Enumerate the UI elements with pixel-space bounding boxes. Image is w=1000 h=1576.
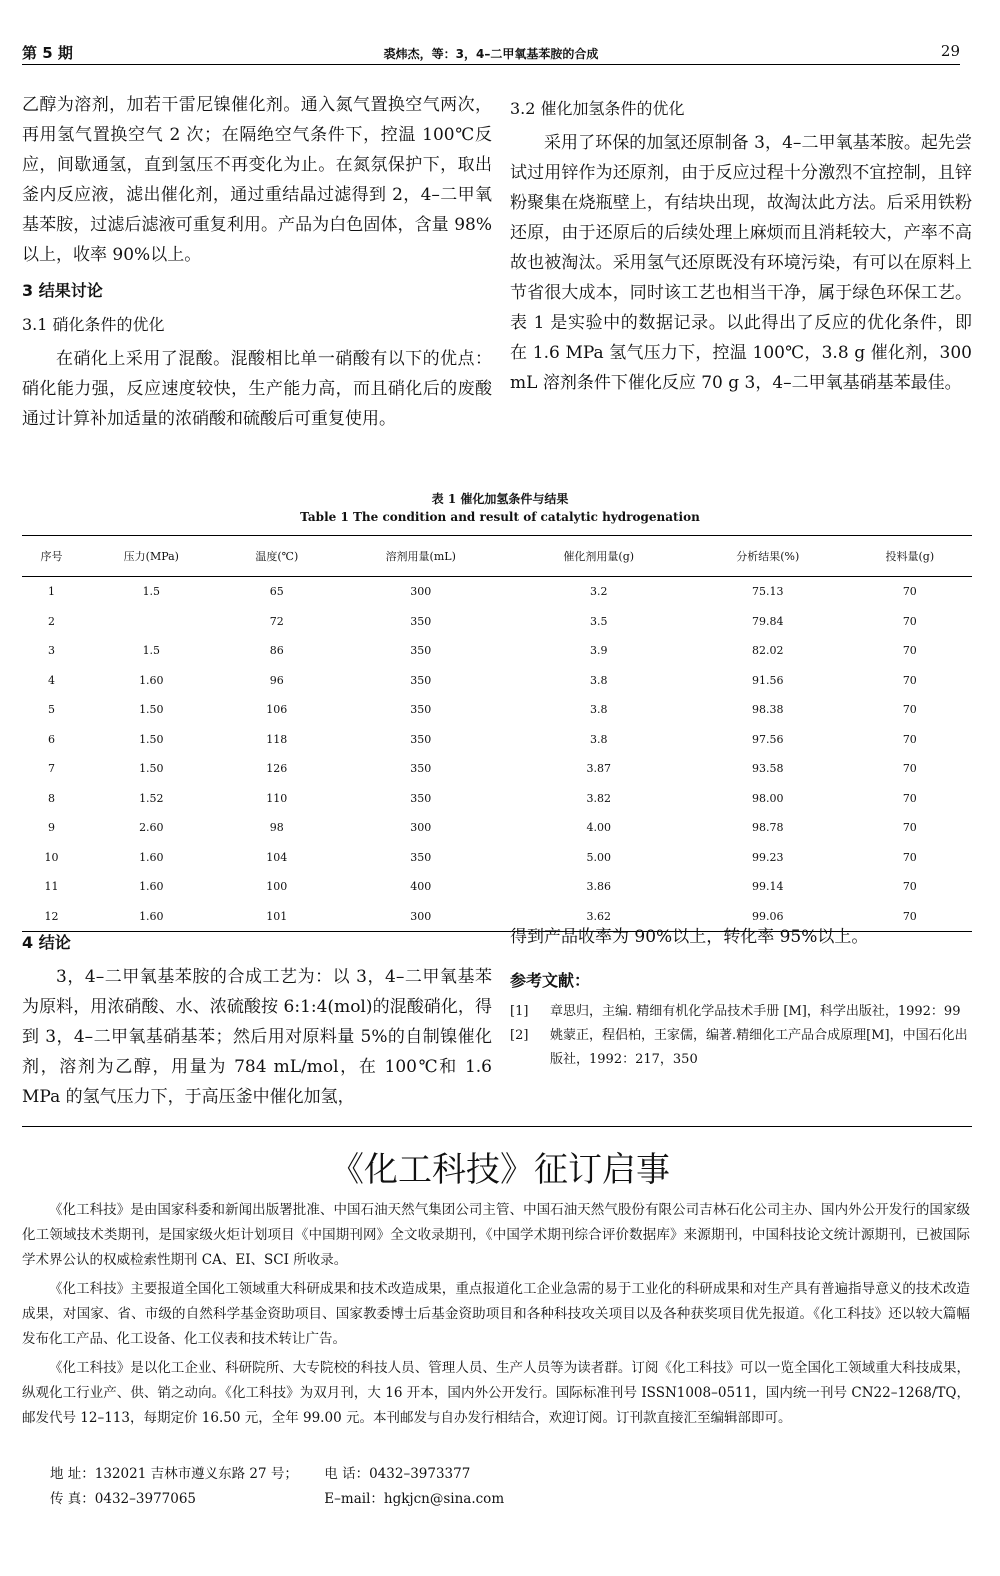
table-cell: 11 xyxy=(44,880,59,894)
table-cell: 118 xyxy=(266,732,288,746)
table-cell: 9 xyxy=(47,821,55,835)
paragraph-nitration: 在硝化上采用了混酸。混酸相比单一硝酸有以下的优点：硝化能力强，反应速度较快，生产能力高，而且硝化后的废酸通过计算补加适量的浓硝酸和硫酸后可重复使用。 xyxy=(22,349,492,429)
page-number: 29 xyxy=(940,42,960,60)
table-cell: 3.62 xyxy=(510,902,688,932)
table-cell: 1.5 xyxy=(142,585,161,599)
table-cell: 70 xyxy=(848,902,972,932)
table-caption-en: Table 1 The condition and result of catalytic hydrogenation xyxy=(300,510,700,524)
col-header: 催化剂用量(g) xyxy=(510,536,688,577)
running-header xyxy=(22,40,960,65)
col-header: 温度(℃) xyxy=(222,536,332,577)
table-cell: 65 xyxy=(269,585,284,599)
table-cell: 104 xyxy=(266,850,288,864)
table-cell: 100 xyxy=(266,880,288,894)
reference-number: [1] xyxy=(510,1004,529,1019)
paragraph-method-end: 乙醇为溶剂，加若干雷尼镍催化剂。通入氮气置换空气两次，再用氢气置换空气 2 次；在隔绝空气条件下，控温 100℃反应，间歇通氢，直到氢压不再变化为止。在氮氛保护下，取出釜内反应液，滤出催化剂，通过重结晶过滤得到 2，4–二甲氧基苯胺，过滤后滤液可重复利用。产品为白色固体，含量 98%以上，收率 90%以上。 xyxy=(22,95,492,265)
paragraph-conclusion: 3，4–二甲氧基苯胺的合成工艺为：以 3，4–二甲氧基苯为原料，用浓硝酸、水、浓硫酸按 6:1:4(mol)的混酸硝化，得到 3，4–二甲氧基硝基苯；然后用对原料量 5%的自制镍催化剂，溶剂为乙醇，用量为 784 mL/mol，在 100℃和 1.6 MPa 的氢气压力下，于高压釜中催化加氢， xyxy=(22,967,492,1107)
issue-number: 第 5 期 xyxy=(22,44,73,62)
table-cell: 93.58 xyxy=(752,762,784,776)
table-cell: 126 xyxy=(266,762,288,776)
table-cell: 2 xyxy=(47,614,55,628)
table-cell: 3.87 xyxy=(586,762,611,776)
notice-paragraph: 《化工科技》是由国家科委和新闻出版署批准、中国石油天然气集团公司主管、中国石油天然气股份有限公司吉林石化公司主办、国内外公开发行的国家级化工领域技术类期刊，是国家级火炬计划项目《中国期刊网》全文收录期刊，《中国学术期刊综合评价数据库》来源期刊，中国科技论文统计源期刊，已被国际学术界公认的权威检索性期刊 CA、EI、SCI 所收录。 xyxy=(22,1202,970,1268)
table-cell: 350 xyxy=(410,762,432,776)
table-cell: 70 xyxy=(902,850,917,864)
table-row xyxy=(22,784,972,814)
table-cell: 91.56 xyxy=(752,673,784,687)
table-cell: 1.50 xyxy=(139,703,164,717)
table-cell: 1.52 xyxy=(139,791,164,805)
table-cell: 1.50 xyxy=(139,762,164,776)
table-cell: 98.38 xyxy=(752,703,784,717)
table-cell: 1 xyxy=(47,585,55,599)
table-cell: 98.78 xyxy=(752,821,784,835)
table-cell: 1.60 xyxy=(139,880,164,894)
table-cell: 1.5 xyxy=(142,644,161,658)
table-cell: 75.13 xyxy=(752,585,784,599)
table-cell: 5 xyxy=(47,703,55,717)
table-cell: 350 xyxy=(410,614,432,628)
table-cell: 3.8 xyxy=(589,732,608,746)
table-cell: 1.60 xyxy=(81,902,222,932)
table-row xyxy=(22,607,972,637)
col-header: 压力(MPa) xyxy=(81,536,222,577)
table-header-row xyxy=(22,536,972,577)
table-cell: 3.9 xyxy=(589,644,608,658)
table-cell: 82.02 xyxy=(752,644,784,658)
table-cell: 3.5 xyxy=(589,614,608,628)
notice-paragraph: 《化工科技》主要报道全国化工领域重大科研成果和技术改造成果，重点报道化工企业急需的易于工业化的科研成果和对生产具有普遍指导意义的技术改造成果，对国家、省、市级的自然科学基金资助项目、国家教委博士后基金资助项目和各种科技攻关项目以及各种获奖项目优先报道。《化工科技》还以较大篇幅发布化工产品、化工设备、化工仪表和技术转让广告。 xyxy=(22,1281,970,1347)
table-cell: 400 xyxy=(410,880,432,894)
left-column xyxy=(22,90,492,434)
notice-paragraph: 《化工科技》是以化工企业、科研院所、大专院校的科技人员、管理人员、生产人员等为读者群。订阅《化工科技》可以一览全国化工领域重大科技成果，纵观化工行业产、供、销之动向。《化工科技》为双月刊，大 16 开本，国内外公开发行。国际标准刊号 ISSN1008–0511，国内统一刊号 CN22–1268/TQ，邮发代号 12–113，每期定价 16.50 元，全年 99.00 元。本刊邮发与自办发行相结合，欢迎订阅。订刊款直接汇至编辑部即可。 xyxy=(22,1360,970,1426)
results-table xyxy=(22,535,972,932)
reference-item xyxy=(510,1024,972,1072)
table-cell: 3.8 xyxy=(589,673,608,687)
table-row xyxy=(22,725,972,755)
table-row xyxy=(22,843,972,873)
table-row xyxy=(22,577,972,607)
table-cell: 300 xyxy=(332,902,510,932)
section-divider xyxy=(22,1126,972,1127)
table-cell: 98 xyxy=(269,821,284,835)
table-cell: 4 xyxy=(47,673,55,687)
table-cell: 7 xyxy=(47,762,55,776)
col-header: 序号 xyxy=(22,536,81,577)
table-row xyxy=(22,695,972,725)
table-cell: 350 xyxy=(410,644,432,658)
table-cell: 106 xyxy=(266,703,288,717)
table-cell: 110 xyxy=(266,791,288,805)
table-cell: 3 xyxy=(47,644,55,658)
table-cell: 70 xyxy=(902,732,917,746)
phone: 电 话：0432–3973377 xyxy=(324,1466,471,1482)
table-row xyxy=(22,872,972,902)
table-cell: 70 xyxy=(902,644,917,658)
table-cell: 10 xyxy=(44,850,59,864)
table-cell: 97.56 xyxy=(752,732,784,746)
table-cell: 99.06 xyxy=(688,902,848,932)
table-cell: 1.60 xyxy=(139,850,164,864)
section-heading-conclusion: 4 结论 xyxy=(22,933,71,952)
table-cell: 70 xyxy=(902,791,917,805)
address: 地 址：132021 吉林市遵义东路 27 号； xyxy=(50,1466,298,1482)
table-cell: 99.14 xyxy=(752,880,784,894)
subsection-heading-hydrogenation: 3.2 催化加氢条件的优化 xyxy=(510,99,685,118)
reference-number: [2] xyxy=(510,1028,529,1043)
table-cell xyxy=(81,607,222,637)
col-header: 溶剂用量(mL) xyxy=(332,536,510,577)
table-cell: 8 xyxy=(47,791,55,805)
table-cell: 4.00 xyxy=(586,821,611,835)
subsection-heading-nitration: 3.1 硝化条件的优化 xyxy=(22,315,165,334)
right-column xyxy=(510,90,972,398)
section-heading-results: 3 结果讨论 xyxy=(22,281,103,300)
fax: 传 真：0432–3977065 xyxy=(50,1491,197,1507)
table-cell: 300 xyxy=(410,821,432,835)
table-cell: 96 xyxy=(269,673,284,687)
col-header: 分析结果(%) xyxy=(688,536,848,577)
table-cell: 300 xyxy=(410,585,432,599)
table-row xyxy=(22,666,972,696)
table-cell: 3.86 xyxy=(586,880,611,894)
table-cell: 70 xyxy=(902,614,917,628)
table-body xyxy=(22,577,972,932)
table-cell: 98.00 xyxy=(752,791,784,805)
running-title: 裘炜杰，等：3，4–二甲氧基苯胺的合成 xyxy=(383,47,599,61)
table-cell: 12 xyxy=(22,902,81,932)
table-cell: 1.50 xyxy=(139,732,164,746)
conclusion-column xyxy=(22,922,492,1112)
table-cell: 2.60 xyxy=(139,821,164,835)
table-cell: 1.60 xyxy=(139,673,164,687)
table-cell: 72 xyxy=(269,614,284,628)
table-caption-cn: 表 1 催化加氢条件与结果 xyxy=(431,492,569,506)
notice-body xyxy=(22,1198,970,1435)
table-cell: 350 xyxy=(410,673,432,687)
table-cell: 79.84 xyxy=(752,614,784,628)
table-cell: 350 xyxy=(410,732,432,746)
reference-item xyxy=(510,1000,972,1024)
table-row xyxy=(22,754,972,784)
table-cell: 70 xyxy=(902,585,917,599)
table-cell: 350 xyxy=(410,703,432,717)
table-row xyxy=(22,636,972,666)
reference-list xyxy=(510,1000,972,1072)
table-cell: 6 xyxy=(47,732,55,746)
table-cell: 3.82 xyxy=(586,791,611,805)
table-cell: 70 xyxy=(902,673,917,687)
conclusion-right-column xyxy=(510,922,972,1072)
table-cell: 70 xyxy=(902,880,917,894)
reference-text: 章思归，主编. 精细有机化学品技术手册 [M]，科学出版社，1992：99 xyxy=(550,1004,961,1019)
paragraph-conclusion-cont: 得到产品收率为 90%以上，转化率 95%以上。 xyxy=(510,927,869,947)
table-cell: 350 xyxy=(410,850,432,864)
table-cell: 70 xyxy=(902,762,917,776)
table-cell: 99.23 xyxy=(752,850,784,864)
table-cell: 70 xyxy=(902,703,917,717)
references-heading: 参考文献： xyxy=(510,971,591,990)
table-cell: 350 xyxy=(410,791,432,805)
table-row xyxy=(22,813,972,843)
table-cell: 3.2 xyxy=(589,585,608,599)
email: E–mail：hgkjcn@sina.com xyxy=(324,1491,505,1507)
reference-text: 姚蒙正，程侣柏，王家儒，编著.精细化工产品合成原理[M]，中国石化出版社，1992：217，350 xyxy=(550,1028,968,1067)
table-cell: 70 xyxy=(902,821,917,835)
paragraph-hydrogenation: 采用了环保的加氢还原制备 3，4–二甲氧基苯胺。起先尝试过用锌作为还原剂，由于反应过程十分激烈不宜控制，且锌粉聚集在烧瓶壁上，有结块出现，故淘汰此方法。后采用铁粉还原，由于还原后的后续处理上麻烦而且消耗较大，产率不高故也被淘汰。采用氢气还原既没有环境污染，有可以在原料上节省很大成本，同时该工艺也相当干净，属于绿色环保工艺。表 1 是实验中的数据记录。以此得出了反应的优化条件，即在 1.6 MPa 氢气压力下，控温 100℃，3.8 g 催化剂，300 mL 溶剂条件下催化反应 70 g 3，4–二甲氧基硝基苯最佳。 xyxy=(510,133,972,393)
table-cell: 5.00 xyxy=(586,850,611,864)
table-cell: 3.8 xyxy=(589,703,608,717)
notice-title: 《化工科技》征订启事 xyxy=(330,1150,670,1190)
table-cell: 101 xyxy=(222,902,332,932)
table-cell: 86 xyxy=(269,644,284,658)
col-header: 投料量(g) xyxy=(848,536,972,577)
contact-info xyxy=(50,1462,504,1512)
